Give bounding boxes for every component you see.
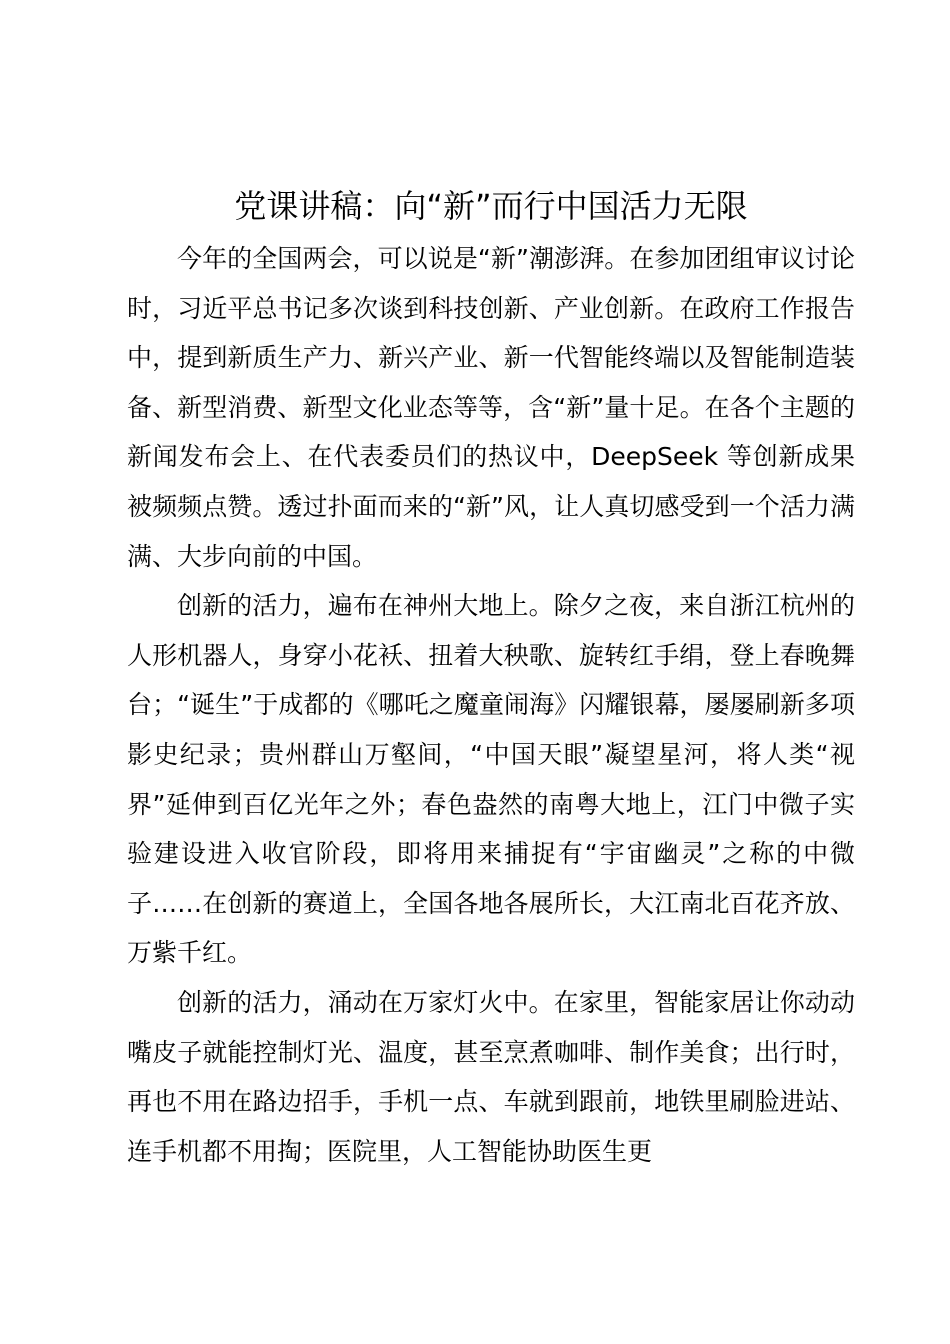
document-title: 党课讲稿：向“新”而行中国活力无限 bbox=[234, 187, 748, 225]
document-page bbox=[127, 182, 855, 1176]
paragraph-2: 创新的活力，遍布在神州大地上。除夕之夜，来自浙江杭州的人形机器人，身穿小花袄、扭着大秧歌、旋转红手绢，登上春晚舞台；“诞生”于成都的《哪吒之魔童闹海》闪耀银幕，屡屡刷新多项影史纪录；贵州群山万壑间，“中国天眼”凝望星河，将人类“视界”延伸到百亿光年之外；春色盎然的南粤大地上，江门中微子实验建设进入收官阶段，即将用来捕捉有“宇宙幽灵”之称的中微子……在创新的赛道上，全国各地各展所长，大江南北百花齐放、万紫千红。 bbox=[127, 591, 855, 968]
paragraph-3: 创新的活力，涌动在万家灯火中。在家里，智能家居让你动动嘴皮子就能控制灯光、温度，甚至烹煮咖啡、制作美食；出行时，再也不用在路边招手，手机一点、车就到跟前，地铁里刷脸进站、连手机都不用掏；医院里，人工智能协助医生更 bbox=[127, 987, 855, 1166]
paragraph-1: 今年的全国两会，可以说是“新”潮澎湃。在参加团组审议讨论时，习近平总书记多次谈到科技创新、产业创新。在政府工作报告中，提到新质生产力、新兴产业、新一代智能终端以及智能制造装备、新型消费、新型文化业态等等，含“新”量十足。在各个主题的新闻发布会上、在代表委员们的热议中，DeepSeek 等创新成果被频频点赞。透过扑面而来的“新”风，让人真切感受到一个活力满满、大步向前的中国。 bbox=[127, 244, 855, 571]
